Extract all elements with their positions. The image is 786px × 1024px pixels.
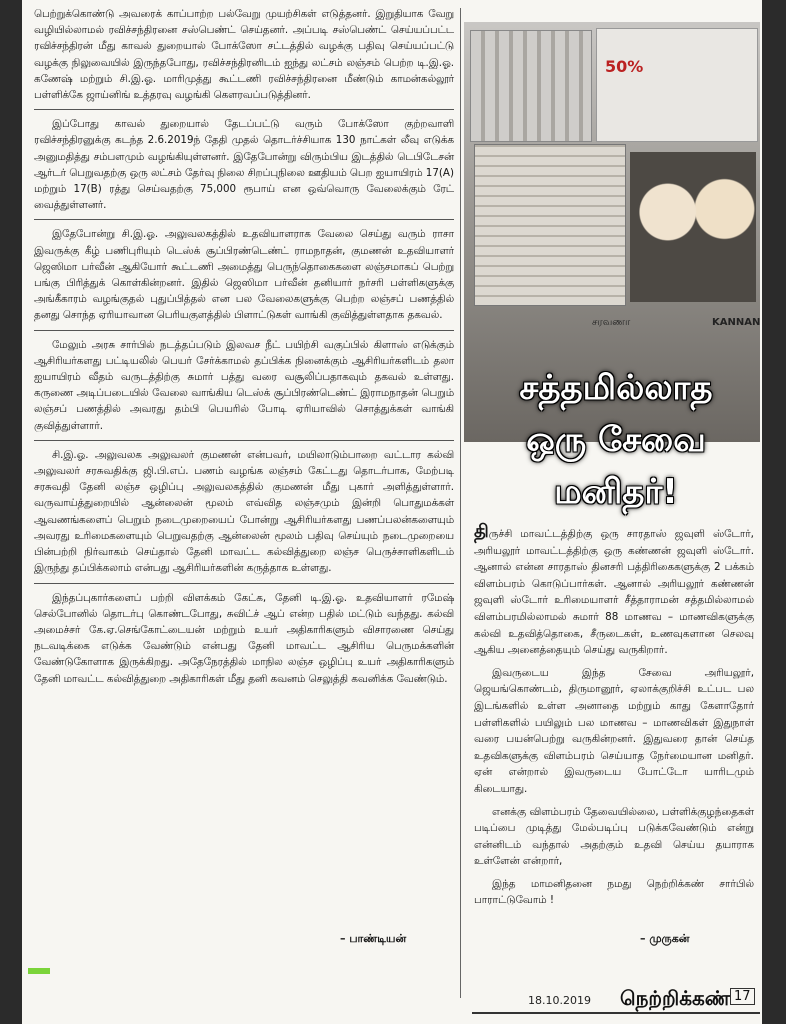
- left-paragraph-3: இதேபோன்று சி.இ.ஓ. அலுவலகத்தில் உதவியாளராக வேலை செய்து வரும் ராசா இவருக்கு கீழ் பணிபுரியும் டெஸ்க் சூப்பிரண்டெண்ட் ராமநாதன், குமணன் உதவியாளர் ஜெஸிமா பர்வீன் ஆகியோர் கூட்டணி அமைத்து பெருந்தொகைகளை லஞ்சமாகப் பெற்று பங்கு பிரித்துக் கொள்கின்றனர். இதில் ஜெஸிமா பர்வீன் தனியார் நர்சரி பள்ளிகளுக்கு அங்கீகாரம் வழங்குதல் புதுப்பித்தல் என பல வேலைகளுக்கு பெற்ற லஞ்சப் பணத்தில் தனது சொந்த ஏரியாவான பெரியகுளத்தில் பிளாட்டுகள் வாங்கி குவித்துள்ளதாக தகவல்.: [34, 228, 454, 322]
- advert-text: 50%: [605, 57, 644, 76]
- headline-line-2: ஒரு சேவை: [526, 420, 706, 460]
- page-number: 17: [730, 988, 755, 1005]
- left-paragraph-5: சி.இ.ஓ. அலுவலக அலுவலர் குமணன் என்பவர், மயிலாடும்பாறை வட்டார கல்வி அலுவலர் சரசுவதிக்கு ஜி.பி.எப். பணம் வழங்க லஞ்சம் கேட்டது தொடர்பாக, மேற்படி சரசுவதி தேனி லஞ்ச ஒழிப்பு அலுவலகத்தில் குமணன் மீது புகார் அளித்துள்ளார். வருவாய்த்துறையில் ஆன்லைன் மூலம் எவ்வித லஞ்சமும் இன்றி பொதுமக்கள் ஆவணங்களைப் பெறும் நடைமுறையைப் போன்று ஆசிரியர்களது பணப்பலன்களையும் அவரது உரிமைகளையும் பெறுவதற்கு ஆன்லைன் மூலம் பதிவு செய்யும் நடைமுறையை பின்பற்றி நிர்வாகம் செய்தால் தேனி மாவட்ட கல்வித்துறை லஞ்ச பெருச்சாளிகளிடம் இருந்து தப்பிக்கலாம் என்பது ஆசிரியர்களின் கருத்தாக உள்ளது.: [34, 448, 454, 575]
- left-paragraph-1: பெற்றுக்கொண்டு அவரைக் காப்பாற்ற பல்வேறு முயற்சிகள் எடுத்தனர். இறுதியாக வேறு வழியில்லாமல் ரவிச்சந்திரனை சஸ்பெண்ட் செய்தனர். அப்படி சஸ்பெண்ட் செய்யப்பட்ட ரவிச்சந்திரன் மீது காவல் துறையால் போக்ஸோ சட்டத்தில் வழக்கு பதிவு செய்யப்பட்டு வழக்கு நிலுவையில் இருந்தபோது, ரவிச்சந்திரனிடம் ஐந்து லட்சம் லஞ்சம் பெற்ற டி.இ.ஓ. கணேஷ் மற்றும் சி.இ.ஓ. மாரிமுத்து கூட்டணி ரவிச்சந்திரனை மீண்டும் காமன்கல்லூர் பள்ளிக்கே ஜாய்னிங் உத்தரவு வழங்கி கௌரவப்படுத்தினர்.: [34, 8, 454, 102]
- newspaper-page: [22, 0, 762, 1024]
- dropcap: தி: [474, 521, 489, 542]
- footer-rule: [472, 1012, 760, 1014]
- right-author: – முருகன்: [640, 932, 690, 945]
- right-paragraph-1-text: ருச்சி மாவட்டத்திற்கு ஒரு சாரதாஸ் ஜவுளி ஸ்டோர், அரியலூர் மாவட்டத்திற்கு ஒரு கண்ணன் ஜவுளி ஸ்டோர். ஆனால் என்ன சாரதாஸ் தினசரி பத்திரிகைகளுக்கு 2 பக்கம் விளம்பரம் கொடுப்பார்கள். ஆனால் அரியலூர் கண்ணன் ஜவுளி ஸ்டோர் உரிமையாளர் சீத்தாராமன் சத்தமில்லாமல் விளம்பரமில்லாமல் சுமார் 88 மாணவ – மாணவிகளுக்கு கல்வி உதவித்தொகை, சீருடைகள், உணவுகளான செலவு ஆகிய அனைத்தையும் செய்து வருகிறார்.: [474, 528, 754, 657]
- section-divider: [34, 583, 454, 584]
- footer-brand: நெற்றிக்கண்: [620, 986, 731, 1010]
- left-article: [34, 6, 454, 693]
- right-paragraph-3: எனக்கு விளம்பரம் தேவையில்லை, பள்ளிக்குழந்தைகள் படிப்பை முடித்து மேல்படிப்பு படுக்கவேண்டும் என்று என்னிடம் வந்தால் அதற்கும் உதவி செய்ய தயாராக உள்ளேன் என்றார்,: [474, 805, 754, 868]
- photo-advert: [596, 28, 758, 142]
- footer-date: 18.10.2019: [528, 994, 591, 1007]
- left-paragraph-6: இந்தப்புகார்களைப் பற்றி விளக்கம் கேட்க, தேனி டி.இ.ஓ. உதவியாளர் ரமேஷ் செல்போனில் தொடர்பு கொண்டபோது, சுவிட்ச் ஆப் என்ற பதில் மட்டும் வந்தது. கல்வி அமைச்சர் கே.ஏ.செங்கோட்டையன் மற்றும் உயர் அதிகாரிகளும் விசாரணை செய்து நடவடிக்கை எடுக்க வேண்டும் என்பது தேனி மாவட்ட ஆசிரிய பெருமக்களின் வேண்டுகோளாக இருக்கிறது. அதேநேரத்தில் மாநில லஞ்ச ஒழிப்பு உயர் அதிகாரிகளும் தேனி மாவட்ட கல்வித்துறை அதிகாரிகள் மீது தனி கவனம் செலுத்தி கவனிக்க வேண்டும்.: [34, 591, 454, 685]
- right-article: [474, 521, 754, 915]
- photo-brand-right: KANNAN: [712, 317, 760, 328]
- left-paragraph-2: இப்போது காவல் துறையால் தேடப்பட்டு வரும் போக்ஸோ குற்றவாளி ரவிச்சந்திரனுக்கு கடந்த 2.6.2019ந் தேதி முதல் தொடர்ச்சியாக 130 நாட்கள் லீவு எடுக்க அனுமதித்து சம்பளமும் வழங்கியுள்ளனர். இதேபோன்று விரும்பிய இடத்தில் டெபிடேசன் ஆர்டர் பெறுவதற்கு ஒரு லட்சம் தேர்வு நிலை சிறப்புநிலை ஊதியம் பெற ஐயாயிரம் 17(A) மற்றும் 17(B) ரத்து செய்வதற்கு 75,000 ரூபாய் என ஒவ்வொரு வேலைக்கும் ரேட் வைத்துள்ளனர்.: [34, 118, 454, 212]
- section-divider: [34, 440, 454, 441]
- headline-line-3: மனிதர்!: [554, 472, 678, 512]
- green-marker: [28, 968, 50, 974]
- left-author: – பாண்டியன்: [340, 932, 407, 945]
- photo-brand-left: சரவணா: [592, 317, 631, 328]
- photo-cloth-stack: [474, 144, 626, 306]
- column-divider: [460, 8, 461, 998]
- section-divider: [34, 330, 454, 331]
- photo-building: [470, 30, 592, 142]
- section-divider: [34, 219, 454, 220]
- right-paragraph-1: [474, 521, 754, 659]
- headline-line-1: சத்தமில்லாத: [519, 368, 713, 408]
- right-paragraph-2: இவருடைய இந்த சேவை அரியலூர், ஜெயங்கொண்டம், திருமானூர், ஏலாக்குறிச்சி உட்பட பல இடங்களில் உள்ள அனாதை மற்றும் காது கேளாதோர் பள்ளிகளில் பயிலும் பல மாணவ – மாணவிகள் இதுநாள் வரை பயன்பெற்று வருகின்றனர். இதுவரை தான் செய்த உதவிகளுக்கு விளம்பரம் செய்யாத நேர்மையான மனிதர். ஏன் என்றால் இவருடைய போட்டோ யாரிடமும் கிடையாது.: [474, 666, 754, 795]
- photo-children: [630, 152, 756, 302]
- right-headline: [474, 362, 758, 518]
- left-paragraph-4: மேலும் அரசு சார்பில் நடத்தப்படும் இலவச நீட் பயிற்சி வகுப்பில் கிளாஸ் எடுக்கும் ஆசிரியர்களது பட்டியலில் பெயர் சேர்க்காமல் தப்பிக்க நினைக்கும் ஆசிரியர்களிடம் தலா ஐயாயிரம் வீதம் வருடத்திற்கு சுமார் பத்து வரை வசூலிப்பதாகவும் தகவல் உள்ளது. கருணை அடிப்படையில் வேலை வாங்கிய டெஸ்க் சூப்பிரண்டெண்ட் இராமநாதன் பெறும் லஞ்சப் பணத்தில் அவரது தம்பி பெயரில் போடி ஏரியாவில் சொத்துக்கள் வாங்கி குவித்துள்ளார்.: [34, 338, 454, 432]
- section-divider: [34, 109, 454, 110]
- right-paragraph-4: இந்த மாமனிதனை நமது நெற்றிக்கண் சார்பில் பாராட்டுவோம் !: [474, 877, 754, 907]
